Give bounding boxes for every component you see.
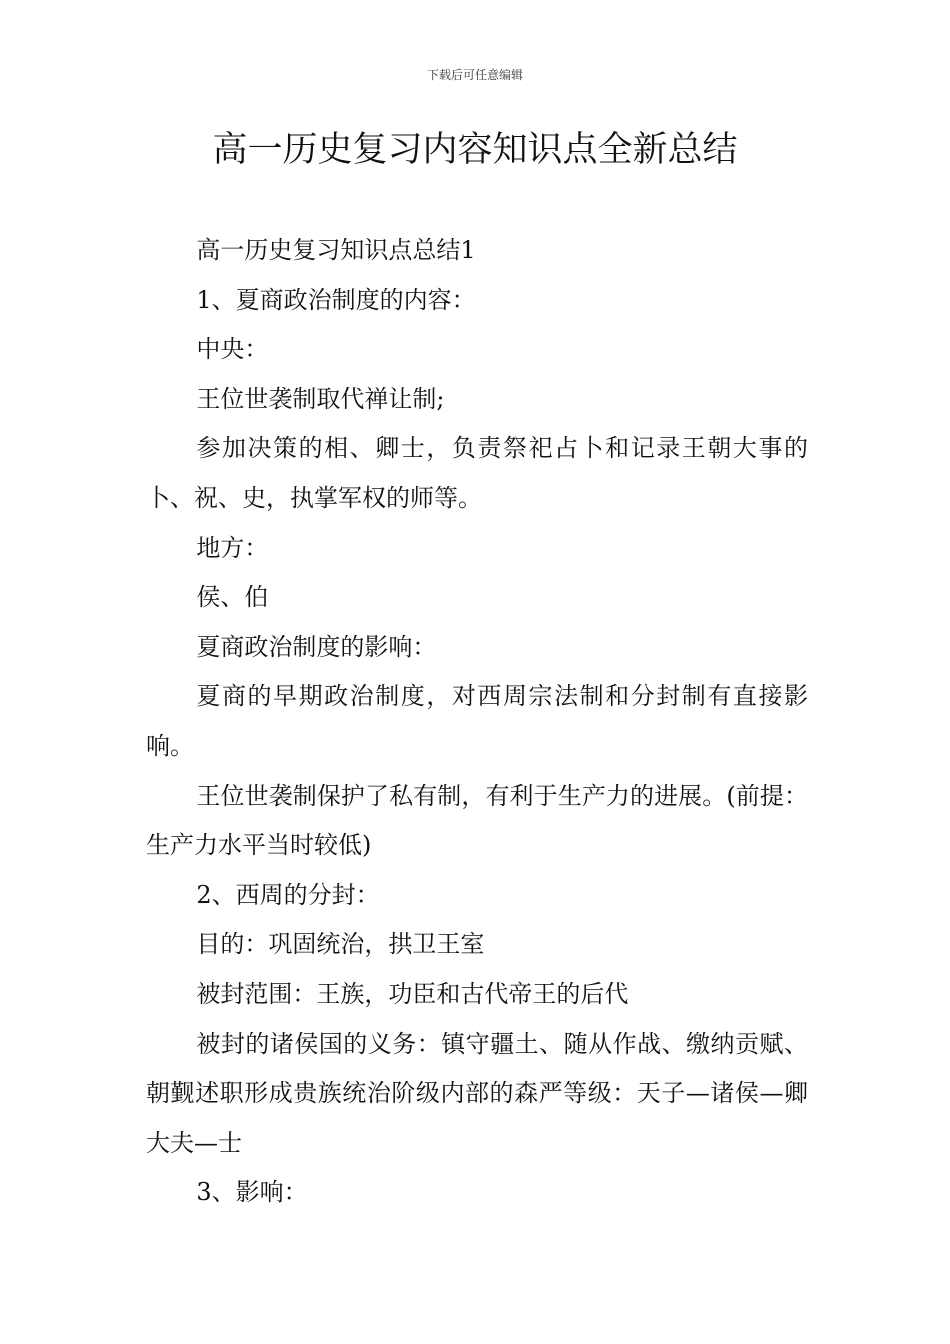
document-body (146, 226, 808, 1218)
paragraph-scope: 被封范围：王族，功臣和古代帝王的后代 (196, 979, 629, 1008)
paragraph-local: 地方： (196, 533, 269, 562)
paragraph-purpose: 目的：巩固统治，拱卫王室 (196, 930, 485, 959)
paragraph-hereditary: 王位世袭制取代禅让制; (196, 384, 445, 413)
paragraph-obligations: 被封的诸侯国的义务：镇守疆土、随从作战、缴纳贡赋、朝觐述职形成贵族统治阶级内部的森严等级：天子—诸侯—卿大夫—士 (146, 1029, 808, 1157)
paragraph-impact: 3、影响： (196, 1178, 308, 1207)
document-title: 高一历史复习内容知识点全新总结 (212, 130, 738, 170)
paragraph-section-heading: 高一历史复习知识点总结1 (196, 236, 476, 264)
paragraph-western-zhou: 2、西周的分封： (196, 880, 380, 909)
paragraph-influence-private: 王位世袭制保护了私有制，有利于生产力的进展。(前提：生产力水平当时较低) (146, 781, 808, 860)
paragraph-influence-heading: 夏商政治制度的影响： (196, 632, 437, 661)
paragraph-influence-zongfa: 夏商的早期政治制度，对西周宗法制和分封制有直接影响。 (146, 682, 808, 760)
paragraph-officials: 参加决策的相、卿士，负责祭祀占卜和记录王朝大事的卜、祝、史，执掌军权的师等。 (146, 434, 808, 512)
paragraph-central: 中央： (196, 335, 269, 364)
paragraph-hou-bo: 侯、伯 (196, 583, 269, 612)
paragraph-xia-shang-content: 1、夏商政治制度的内容： (196, 285, 476, 314)
header-note: 下载后可任意编辑 (426, 68, 523, 82)
